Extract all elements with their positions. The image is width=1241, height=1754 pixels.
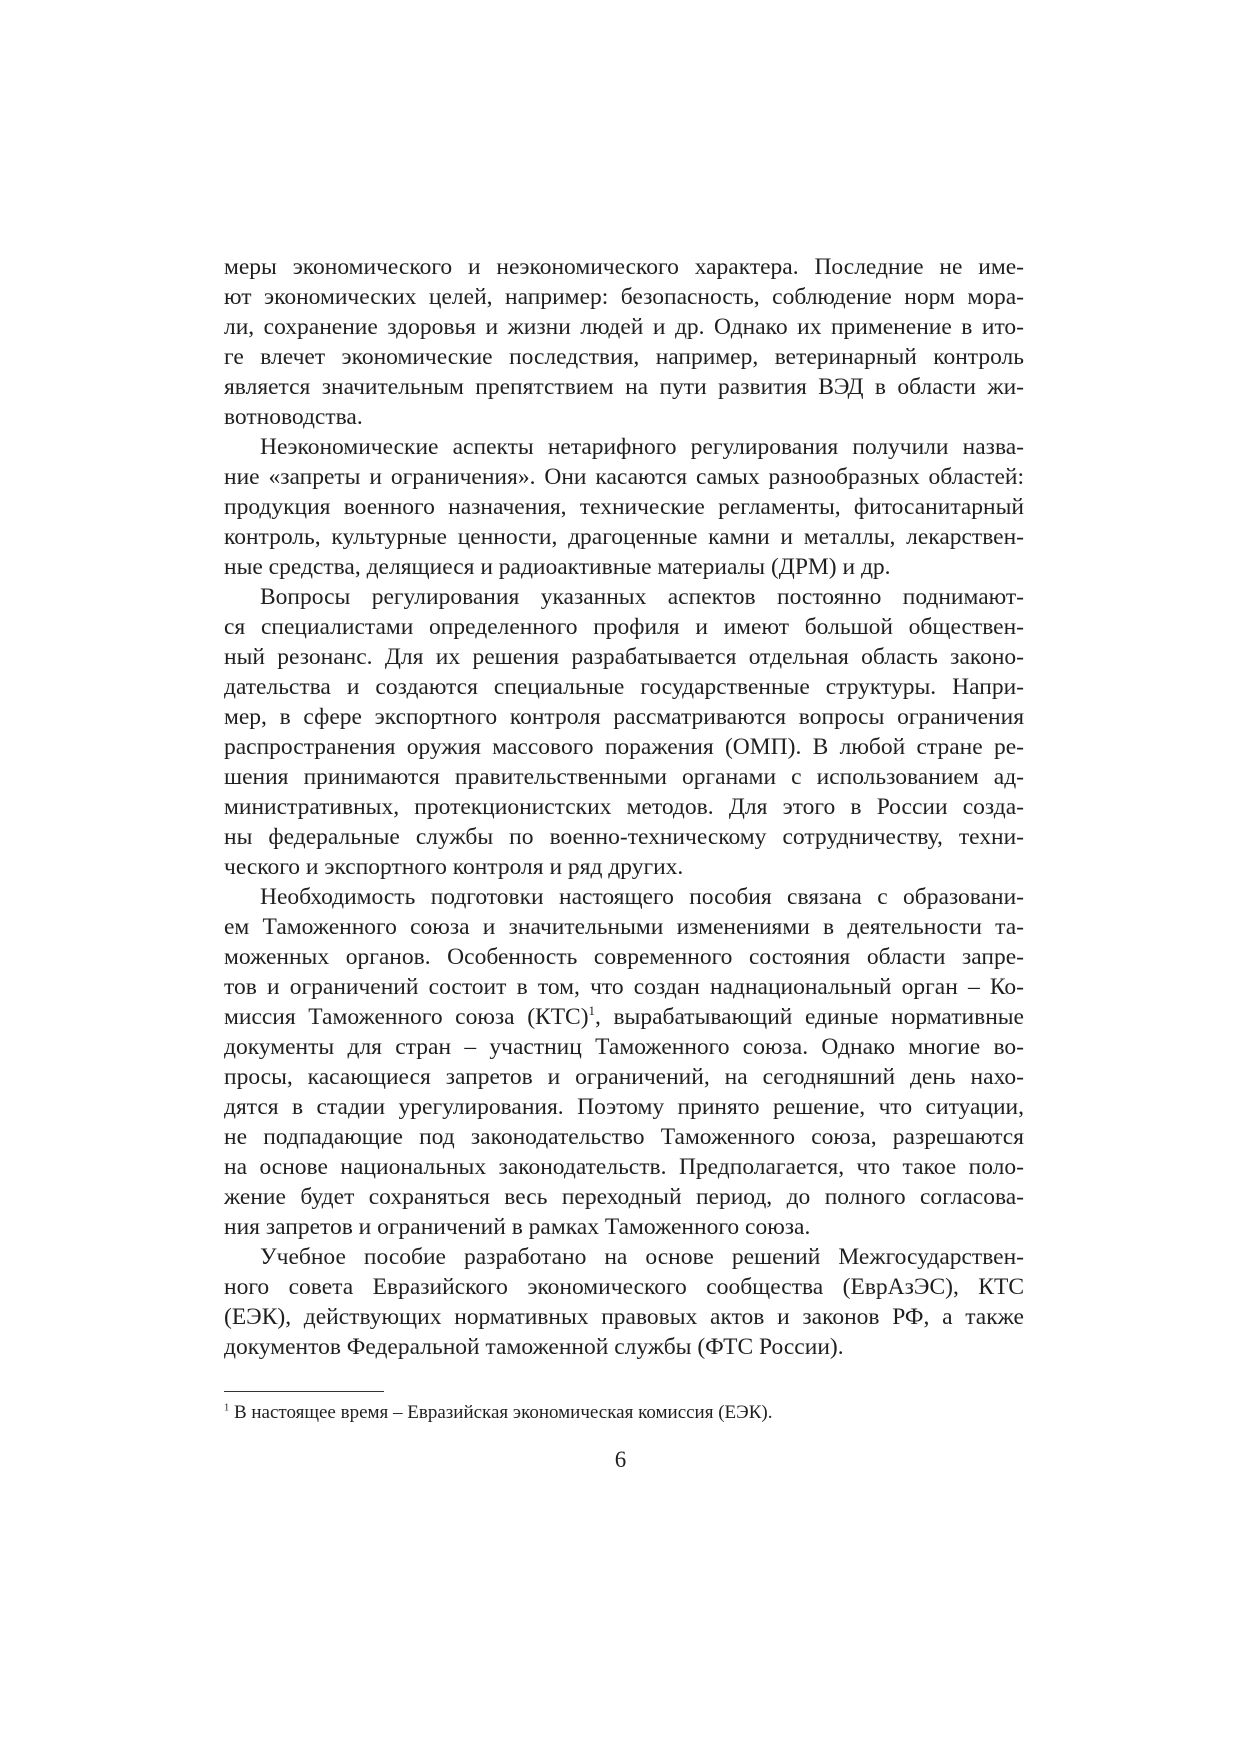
text-line: моженных органов. Особенность современного состояния области запре- [224,944,1024,970]
page-number: 6 [614,1447,627,1472]
text-line: ный резонанс. Для их решения разрабатывается отдельная область законо- [224,644,1024,670]
text-line: вотноводства. [224,404,363,430]
text-line: дятся в стадии урегулирования. Поэтому принято решение, что ситуации, [224,1094,1024,1120]
text-line: ли, сохранение здоровья и жизни людей и др. Однако их применение в ито- [224,314,1024,340]
text-line: ческого и экспортного контроля и ряд других. [224,854,684,880]
text-line: не подпадающие под законодательство Таможенного союза, разрешаются [224,1124,1024,1150]
text-line: ного совета Евразийского экономического сообщества (ЕврАзЭС), КТС [224,1274,1024,1300]
text-line: министративных, протекционистских методов. Для этого в России созда- [224,794,1024,820]
text-line: ные средства, делящиеся и радиоактивные материалы (ДРМ) и др. [224,554,891,580]
text-line: ние «запреты и ограничения». Они касаются самых разнообразных областей: [224,464,1024,490]
text-line: тов и ограничений состоит в том, что создан наднациональный орган – Ко- [224,974,1024,1000]
text-line: Необходимость подготовки настоящего пособия связана с образовани- [260,884,1024,910]
text-line: документов Федеральной таможенной службы (ФТС России). [224,1334,844,1360]
footnote-separator [224,1391,384,1392]
text-line: на основе национальных законодательств. Предполагается, что такое поло- [224,1154,1024,1180]
text-line: шения принимаются правительственными органами с использованием ад- [224,764,1024,790]
text-segment: , вырабатывающий единые нормативные [595,1004,1024,1030]
footnote-reference[interactable]: 1 [588,1003,595,1019]
footnote-marker: 1 [224,1402,230,1414]
text-segment: миссия Таможенного союза (КТС) [224,1004,589,1030]
text-line: Вопросы регулирования указанных аспектов постоянно поднимают- [260,584,1024,610]
text-line: жение будет сохраняться весь переходный период, до полного согласова- [224,1184,1024,1210]
text-line: ния запретов и ограничений в рамках Таможенного союза. [224,1214,811,1240]
footnote-text: В настоящее время – Евразийская экономическая комиссия (ЕЭК). [233,1402,773,1423]
text-line: просы, касающиеся запретов и ограничений, на сегодняшний день нахо- [224,1064,1024,1090]
text-line: дательства и создаются специальные государственные структуры. Напри- [224,674,1024,700]
text-line: ся специалистами определенного профиля и имеют большой обществен- [224,614,1024,640]
text-line: является значительным препятствием на пути развития ВЭД в области жи- [224,374,1024,400]
text-line: Неэкономические аспекты нетарифного регулирования получили назва- [260,434,1024,460]
text-line: ге влечет экономические последствия, например, ветеринарный контроль [224,344,1024,370]
text-line: ны федеральные службы по военно-техническому сотрудничеству, техни- [224,824,1024,850]
text-line: контроль, культурные ценности, драгоценные камни и металлы, лекарствен- [224,524,1024,550]
text-line: продукция военного назначения, технические регламенты, фитосанитарный [224,494,1024,520]
text-line: ют экономических целей, например: безопасность, соблюдение норм мора- [224,284,1024,310]
text-line: меры экономического и неэкономического характера. Последние не име- [224,254,1024,280]
footnote [224,1399,1024,1427]
body-text [224,252,1024,1362]
text-line: (ЕЭК), действующих нормативных правовых актов и законов РФ, а также [224,1304,1024,1330]
text-line: мер, в сфере экспортного контроля рассматриваются вопросы ограничения [224,704,1024,730]
text-line: ем Таможенного союза и значительными изменениями в деятельности та- [224,914,1024,940]
text-line-with-footnote-ref [224,1002,1024,1032]
text-line: документы для стран – участниц Таможенного союза. Однако многие во- [224,1034,1024,1060]
text-line: Учебное пособие разработано на основе решений Межгосударствен- [260,1244,1024,1270]
text-line: распространения оружия массового поражения (ОМП). В любой стране ре- [224,734,1024,760]
